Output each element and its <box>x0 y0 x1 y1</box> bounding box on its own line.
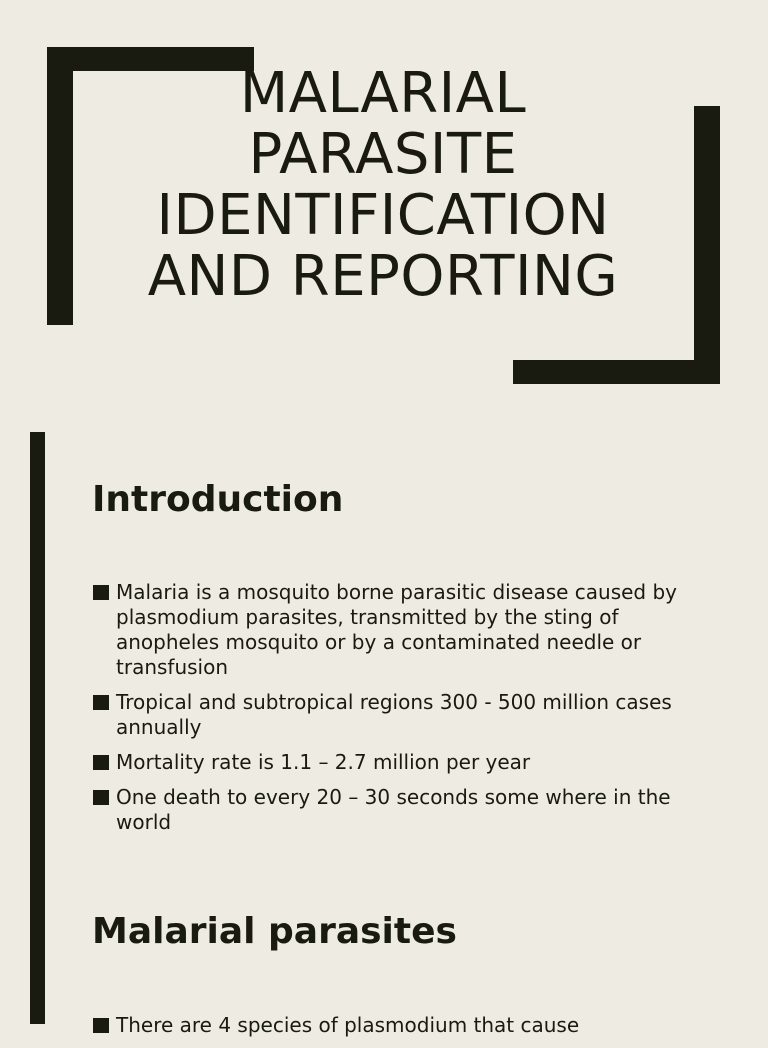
bullet-text: One death to every 20 – 30 seconds some where in the world <box>116 785 671 834</box>
title-line: MALARIAL <box>239 61 527 126</box>
square-bullet-icon <box>93 695 109 710</box>
square-bullet-icon <box>93 1018 109 1033</box>
bottom-right-bracket-horizontal <box>513 360 720 384</box>
title-line: IDENTIFICATION <box>156 183 610 248</box>
square-bullet-icon <box>93 755 109 770</box>
list-item <box>92 1013 682 1038</box>
slide-accent-bar <box>30 432 45 865</box>
introduction-bullet-list <box>92 580 682 845</box>
list-item <box>92 785 682 835</box>
title-line: AND REPORTING <box>147 244 619 309</box>
bullet-text: Tropical and subtropical regions 300 - 500 million cases annually <box>116 690 672 739</box>
title-slide <box>0 0 768 432</box>
slide-heading-malarial-parasites: Malarial parasites <box>92 911 457 952</box>
malarial-parasites-slide <box>0 865 768 1037</box>
bullet-text: There are 4 species of plasmodium that cause <box>116 1013 580 1037</box>
slide-heading-introduction: Introduction <box>92 479 344 520</box>
bullet-text: Malaria is a mosquito borne parasitic disease caused by plasmodium parasites, transmitted by the sting of anopheles mosquito or by a contaminated needle or transfusion <box>116 580 678 679</box>
list-item <box>92 580 682 680</box>
square-bullet-icon <box>93 585 109 600</box>
presentation-title <box>60 63 706 307</box>
bullet-text: Mortality rate is 1.1 – 2.7 million per year <box>116 750 531 774</box>
list-item <box>92 690 682 740</box>
slide-accent-bar <box>30 865 45 1024</box>
list-item <box>92 750 682 775</box>
parasites-bullet-list <box>92 1013 682 1048</box>
introduction-slide <box>0 432 768 865</box>
square-bullet-icon <box>93 790 109 805</box>
title-line: PARASITE <box>248 122 518 187</box>
